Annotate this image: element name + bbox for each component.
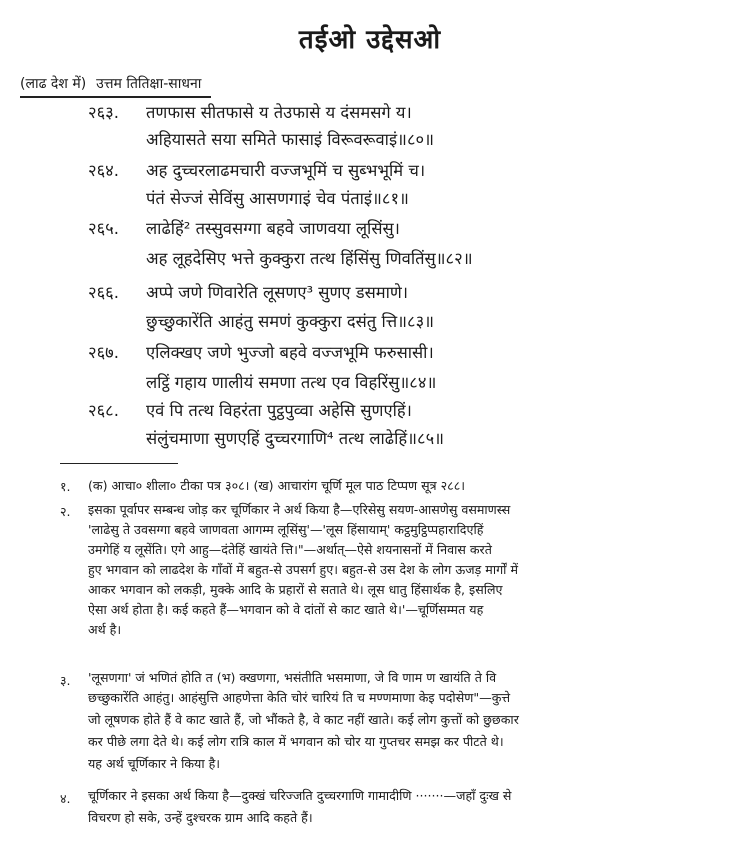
footnote-line: छच्छुकारेंति आहंतु। आहंसुत्ति आहणेत्ता केति चोरं चारियं ति च मण्णमाणा केइ पदोसेण"—कुत्ते: [88, 690, 511, 705]
footnote-line: विचरण हो सके, उन्हें दुश्चरक ग्राम आदि कहते हैं।: [88, 810, 313, 825]
verse-number: २६८.: [88, 401, 119, 420]
verse-line: २६५. लाढेहिं² तस्सुवसग्गा बहवे जाणवया लूसिंसु।: [88, 216, 400, 239]
footnote-number: ३.: [60, 673, 71, 688]
verse-line: २६६. अप्पे जणे णिवारेति लूसणए³ सुणए डसमाणे।: [88, 280, 408, 303]
footnote-line: अर्थ है।: [88, 622, 122, 637]
footnote-number: २.: [60, 504, 71, 519]
verse-line: २६४. अह दुच्चरलाढमचारी वज्जभूमिं च सुब्भभूमिं च।: [88, 158, 425, 181]
verse-line: संलुंचमाणा सुणएहिं दुच्चरगाणि⁴ तत्थ लाढेहिं॥८५॥: [146, 429, 445, 448]
footnote-line: उमगेहिं य लूसेंति। एगे आहु—दंतेहिं खायंते त्ति।"—अर्थात्—ऐसे शयनासनों में निवास करते: [88, 542, 492, 557]
footnote-line: जो लूषणक होते हैं वे काट खाते हैं, जो भौंकते है, वे काट नहीं खाते। कई लोग कुत्तों को छुछकार: [88, 712, 519, 727]
footnote-line: आकर भगवान को लकड़ी, मुक्के आदि के प्रहारों से सताते थे। लूस धातु हिंसार्थक है, इसलिए: [88, 582, 503, 597]
verse-line: छुच्छुकारेंति आहंतु समणं कुक्कुरा दसंतु त्ति॥८३॥: [146, 312, 435, 331]
section-tag: (लाढ देश में): [20, 76, 87, 92]
footnote-line: 'लूसणगा' जं भणितं होति त (भ) क्खणगा, भसंतीति भसमाणा, जे वि णाम ण खायंति ते वि: [88, 670, 497, 685]
verse-number: २६६.: [88, 283, 119, 302]
verse-number: २६७.: [88, 343, 119, 362]
footnote-line: यह अर्थ चूर्णिकार ने किया है।: [88, 756, 221, 771]
verse-line: पंतं सेज्जं सेविंसु आसणगाइं चेव पंताइं॥८१॥: [146, 189, 409, 208]
verse-line: २६७. एलिक्खए जणे भुज्जो बहवे वज्जभूमि फरुसासी।: [88, 340, 434, 363]
section-heading: [20, 74, 211, 98]
verse-line: २६८. एवं पि तत्थ विहरंता पुट्ठपुव्वा अहेसि सुणएहिं।: [88, 398, 412, 421]
verse-number: २६३.: [88, 103, 119, 122]
verse-line: अह लूहदेसिए भत्ते कुक्कुरा तत्थ हिंसिंसु णिवतिंसु॥८२॥: [146, 249, 473, 268]
footnote-number: १.: [60, 479, 71, 494]
footnote-divider: [60, 463, 178, 464]
footnote-line: (क) आचा० शीला० टीका पत्र ३०८। (ख) आचारांग चूर्णि मूल पाठ टिप्पण सूत्र २८८।: [88, 478, 466, 493]
footnote-line: 'लाढेसु ते उवसग्गा बहवे जाणवता आगम्म लूसिंसु'—'लूस हिंसायाम्' कट्ठमुट्ठिप्पहारादिएहिं: [88, 522, 484, 537]
verse-line: २६३. तणफास सीतफासे य तेउफासे य दंसमसगे य।: [88, 100, 412, 123]
page-title: तईओ उद्देसओ: [298, 25, 442, 55]
verse-line: लट्ठिं गहाय णालीयं समणा तत्थ एव विहरिंसु॥८४॥: [146, 373, 437, 392]
verse-number: २६४.: [88, 161, 119, 180]
footnote-line: हुए भगवान को लाढदेश के गाँवों में बहुत-से उपसर्ग हुए। बहुत-से उस देश के लोग ऊजड़ मार्गों में: [88, 562, 518, 577]
footnote-line: चूर्णिकार ने इसका अर्थ किया है—दुक्खं चरिज्जति दुच्चरगाणि गामादीणि ·······—जहाँ दुःख से: [88, 788, 512, 803]
footnote-line: इसका पूर्वापर सम्बन्ध जोड़ कर चूर्णिकार ने अर्थ किया है—एरिसेसु सयण-आसणेसु वसमाणस्स: [88, 502, 511, 517]
footnote-number: ४.: [60, 791, 71, 806]
verse-line: अहियासते सया समिते फासाइं विरूवरूवाइं॥८०॥: [146, 130, 434, 149]
footnote-line: कर पीछे लगा देते थे। कई लोग रात्रि काल में भगवान को चोर या गुप्तचर समझ कर पीटते थे।: [88, 734, 504, 749]
verse-number: २६५.: [88, 219, 119, 238]
footnote-line: ऐसा अर्थ होता है। कई कहते हैं—भगवान को वे दांतों से काट खाते थे।'—चूर्णिसम्मत यह: [88, 602, 484, 617]
section-label: उत्तम तितिक्षा-साधना: [96, 76, 202, 92]
